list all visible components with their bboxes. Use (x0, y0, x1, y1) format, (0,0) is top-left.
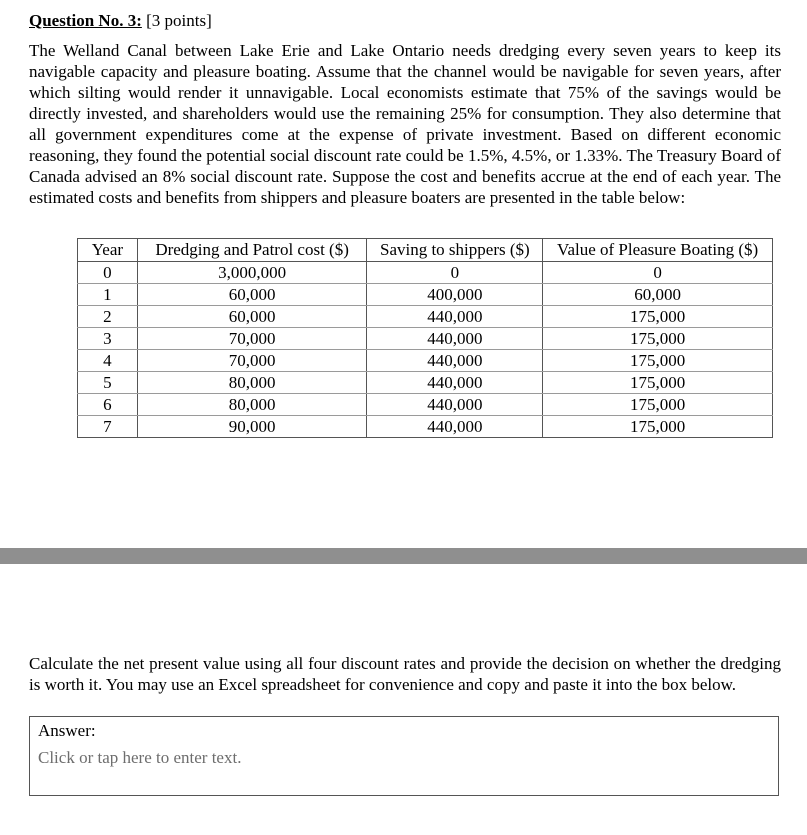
answer-label: Answer: (38, 721, 96, 740)
table-row (78, 262, 773, 284)
table-row (78, 416, 773, 438)
question-intro: The Welland Canal between Lake Erie and Lake Ontario needs dredging every seven years to keep its navigable capacity and pleasure boating. Assume that the channel would be navigable for seven years, after which silting would render it unnavigable. Local economists estimate that 75% of the savings would be directly invested, and shareholders would use the remaining 25% for consumption. They also determine that all government expenditures come at the expense of private investment. Based on different economic reasoning, they found the potential social discount rate could be 1.5%, 4.5%, or 1.33%. The Treasury Board of Canada advised an 8% social discount rate. Suppose the cost and benefits accrue at the end of each year. The estimated costs and benefits from shippers and pleasure boaters are presented in the table below: (29, 41, 781, 207)
cell-shippers: 440,000 (367, 394, 543, 416)
page-divider (0, 548, 807, 564)
cell-boating: 175,000 (543, 372, 773, 394)
cell-boating: 175,000 (543, 328, 773, 350)
cell-boating: 175,000 (543, 306, 773, 328)
cell-year: 6 (78, 394, 138, 416)
table-header-row (78, 239, 773, 262)
header-shipper-savings: Saving to shippers ($) (367, 239, 543, 262)
cell-cost: 80,000 (137, 372, 367, 394)
cell-year: 0 (78, 262, 138, 284)
question-points: [3 points] (141, 11, 212, 30)
cell-shippers: 0 (367, 262, 543, 284)
cell-shippers: 440,000 (367, 372, 543, 394)
cell-year: 3 (78, 328, 138, 350)
cell-boating: 0 (543, 262, 773, 284)
answer-box (29, 716, 779, 796)
cell-shippers: 440,000 (367, 328, 543, 350)
table-row (78, 394, 773, 416)
cell-year: 2 (78, 306, 138, 328)
cell-year: 1 (78, 284, 138, 306)
header-pleasure-boating: Value of Pleasure Boating ($) (543, 239, 773, 262)
cell-year: 7 (78, 416, 138, 438)
cost-benefit-table (77, 238, 773, 438)
table-row (78, 350, 773, 372)
cell-cost: 70,000 (137, 328, 367, 350)
cell-shippers: 440,000 (367, 350, 543, 372)
question-number: Question No. 3: (29, 11, 142, 30)
answer-text-field[interactable]: Click or tap here to enter text. (38, 748, 242, 767)
cell-cost: 80,000 (137, 394, 367, 416)
table-row (78, 306, 773, 328)
question-heading (29, 10, 212, 32)
cell-shippers: 400,000 (367, 284, 543, 306)
header-dredging-cost: Dredging and Patrol cost ($) (137, 239, 367, 262)
cell-year: 5 (78, 372, 138, 394)
cell-cost: 70,000 (137, 350, 367, 372)
cell-boating: 175,000 (543, 394, 773, 416)
cell-boating: 175,000 (543, 350, 773, 372)
table-row (78, 284, 773, 306)
cell-boating: 60,000 (543, 284, 773, 306)
cell-boating: 175,000 (543, 416, 773, 438)
cell-year: 4 (78, 350, 138, 372)
task-instructions: Calculate the net present value using all four discount rates and provide the decision on whether the dredging is worth it. You may use an Excel spreadsheet for convenience and copy and paste it into the box below. (29, 654, 781, 694)
cell-cost: 60,000 (137, 284, 367, 306)
cell-cost: 3,000,000 (137, 262, 367, 284)
table-row (78, 372, 773, 394)
header-year: Year (78, 239, 138, 262)
cell-cost: 90,000 (137, 416, 367, 438)
table-row (78, 328, 773, 350)
cell-shippers: 440,000 (367, 306, 543, 328)
cell-shippers: 440,000 (367, 416, 543, 438)
cell-cost: 60,000 (137, 306, 367, 328)
